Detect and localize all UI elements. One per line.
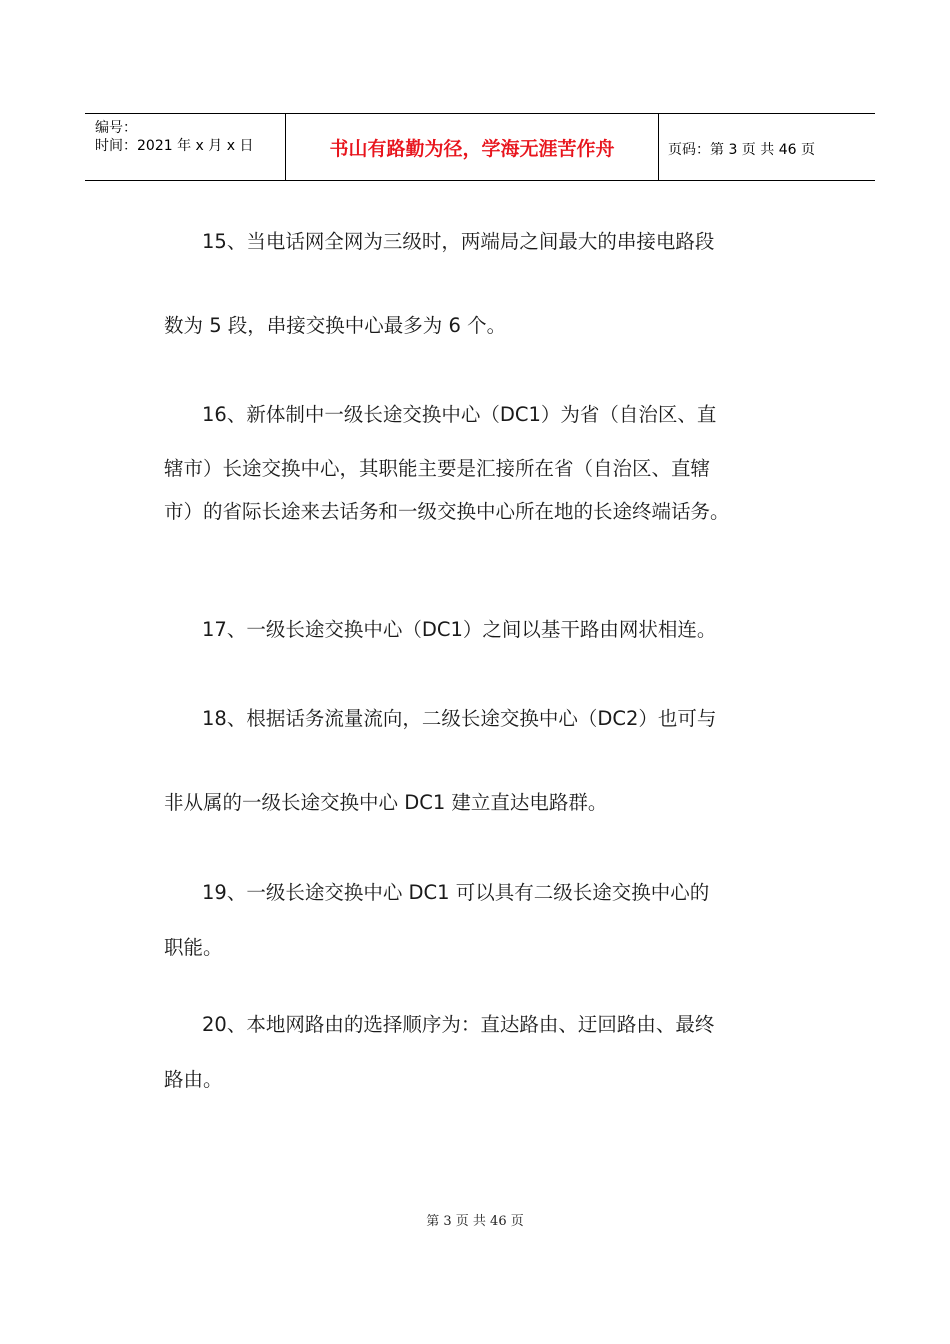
header-info-cell [85, 114, 286, 180]
paragraph-line: 16、新体制中一级长途交换中心（DC1）为省（自治区、直 [202, 403, 717, 426]
header-page-cell [659, 114, 875, 180]
paragraph-line: 辖市）长途交换中心，其职能主要是汇接所在省（自治区、直辖 [164, 457, 711, 480]
paragraph-line: 市）的省际长途来去话务和一级交换中心所在地的长途终端话务。 [164, 500, 730, 523]
date-label: 时间：2021 年 x 月 x 日 [95, 138, 254, 154]
header-motto-cell [286, 114, 659, 180]
paragraph-line: 19、一级长途交换中心 DC1 可以具有二级长途交换中心的 [202, 881, 710, 904]
paragraph-line: 职能。 [164, 936, 223, 959]
page-footer: 第 3 页 共 46 页 [426, 1214, 524, 1229]
motto-text: 书山有路勤为径，学海无涯苦作舟 [329, 138, 615, 160]
serial-number-label: 编号： [95, 120, 137, 136]
page-number-label: 页码：第 3 页 共 46 页 [668, 142, 815, 158]
paragraph-line: 20、本地网路由的选择顺序为：直达路由、迂回路由、最终 [202, 1013, 715, 1036]
document-header [85, 113, 875, 181]
paragraph-line: 15、当电话网全网为三级时，两端局之间最大的串接电路段 [202, 230, 715, 253]
paragraph-line: 非从属的一级长途交换中心 DC1 建立直达电路群。 [164, 791, 608, 814]
paragraph-line: 路由。 [164, 1068, 223, 1091]
paragraph-line: 18、根据话务流量流向，二级长途交换中心（DC2）也可与 [202, 707, 717, 730]
paragraph-line: 数为 5 段，串接交换中心最多为 6 个。 [164, 314, 507, 337]
paragraph-line: 17、一级长途交换中心（DC1）之间以基干路由网状相连。 [202, 618, 717, 641]
